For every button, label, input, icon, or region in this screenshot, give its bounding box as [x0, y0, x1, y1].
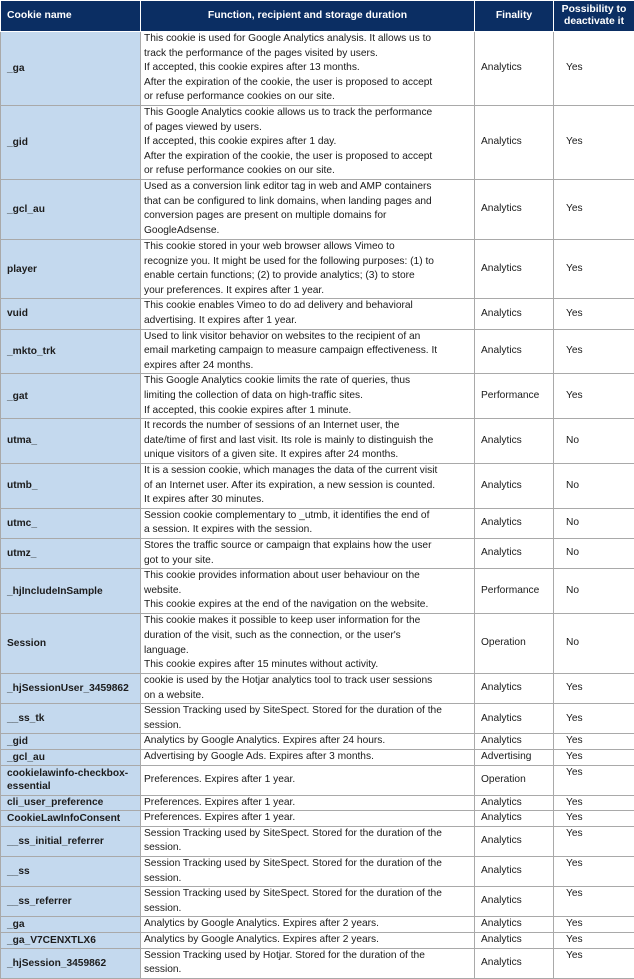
cookie-function-cell [141, 374, 475, 419]
cookie-finality-cell: Analytics [475, 508, 554, 538]
function-line: a session. It expires with the session. [144, 523, 471, 538]
cookie-name-cell: vuid [1, 299, 141, 329]
cookie-function-cell [141, 674, 475, 704]
function-line: This cookie provides information about user behaviour on the [144, 569, 471, 584]
function-line: Analytics by Google Analytics. Expires after 2 years. [144, 917, 471, 932]
cookie-deactivate-cell: No [554, 539, 634, 569]
table-row [1, 704, 634, 734]
cookie-finality-cell: Analytics [475, 856, 554, 886]
cookie-function-cell [141, 419, 475, 464]
cookie-deactivate-cell: Yes [554, 811, 634, 827]
cookie-function-cell [141, 704, 475, 734]
cookie-name-cell: _mkto_trk [1, 329, 141, 374]
cookie-finality-cell: Performance [475, 569, 554, 614]
cookie-deactivate-cell: Yes [554, 932, 634, 948]
cookie-function-cell [141, 765, 475, 795]
cookie-function-cell [141, 932, 475, 948]
cookie-name-cell: utmc_ [1, 508, 141, 538]
cookie-name-cell: utma_ [1, 419, 141, 464]
table-row [1, 750, 634, 766]
function-line: Analytics by Google Analytics. Expires after 24 hours. [144, 734, 471, 749]
cookie-name-cell: _hjSession_3459862 [1, 948, 141, 978]
table-row [1, 765, 634, 795]
cookie-finality-cell: Analytics [475, 329, 554, 374]
function-line: This cookie expires after 15 minutes without activity. [144, 658, 471, 673]
cookie-deactivate-cell: Yes [554, 795, 634, 811]
function-line: Preferences. Expires after 1 year. [144, 773, 471, 788]
cookie-deactivate-cell: Yes [554, 734, 634, 750]
cookie-deactivate-cell: Yes [554, 299, 634, 329]
cookie-name-cell: player [1, 239, 141, 298]
cookie-deactivate-cell: Yes [554, 856, 634, 886]
function-line: advertising. It expires after 1 year. [144, 314, 471, 329]
cookie-deactivate-cell: No [554, 463, 634, 508]
function-line: unique visitors of a given site. It expires after 24 months. [144, 448, 471, 463]
function-line: GoogleAdsense. [144, 224, 471, 239]
function-line: that can be configured to link domains, when landing pages and [144, 195, 471, 210]
cookie-name-cell: __ss_tk [1, 704, 141, 734]
cookie-finality-cell: Operation [475, 614, 554, 674]
table-row [1, 795, 634, 811]
function-line: enable certain functions; (2) to provide analytics; (3) to store [144, 269, 471, 284]
table-row [1, 917, 634, 933]
header-cookie-name: Cookie name [1, 1, 141, 32]
function-line: language. [144, 644, 471, 659]
function-line: duration of the visit, such as the connection, or the user's [144, 629, 471, 644]
function-line: Preferences. Expires after 1 year. [144, 796, 471, 811]
cookie-name-cell: utmb_ [1, 463, 141, 508]
function-line: your preferences. It expires after 1 year. [144, 284, 471, 299]
cookie-finality-cell: Analytics [475, 419, 554, 464]
cookie-name-cell: _gid [1, 106, 141, 180]
cookie-name-cell: cli_user_preference [1, 795, 141, 811]
function-line: Used to link visitor behavior on websites to the recipient of an [144, 330, 471, 345]
cookie-function-cell [141, 106, 475, 180]
cookie-name-cell: _ga [1, 32, 141, 106]
cookie-name-cell: utmz_ [1, 539, 141, 569]
table-row [1, 32, 634, 106]
cookie-function-cell [141, 826, 475, 856]
cookie-function-cell [141, 750, 475, 766]
cookie-function-cell [141, 856, 475, 886]
cookie-finality-cell: Analytics [475, 674, 554, 704]
function-line: Analytics by Google Analytics. Expires after 2 years. [144, 933, 471, 948]
cookie-deactivate-cell: Yes [554, 765, 634, 795]
cookie-finality-cell: Analytics [475, 704, 554, 734]
header-finality: Finality [475, 1, 554, 32]
cookie-finality-cell: Analytics [475, 948, 554, 978]
cookie-name-cell: __ss_initial_referrer [1, 826, 141, 856]
function-line: email marketing campaign to measure campaign effectiveness. It [144, 344, 471, 359]
cookie-finality-cell: Analytics [475, 932, 554, 948]
cookie-function-cell [141, 239, 475, 298]
cookie-deactivate-cell: Yes [554, 826, 634, 856]
cookie-deactivate-cell: Yes [554, 106, 634, 180]
function-line: session. [144, 872, 471, 887]
table-row [1, 734, 634, 750]
function-line: Used as a conversion link editor tag in web and AMP containers [144, 180, 471, 195]
cookie-name-cell: _ga_V7CENXTLX6 [1, 932, 141, 948]
cookie-finality-cell: Analytics [475, 179, 554, 239]
cookie-function-cell [141, 508, 475, 538]
cookie-name-cell: _ga [1, 917, 141, 933]
function-line: If accepted, this cookie expires after 1 day. [144, 135, 471, 150]
function-line: limiting the collection of data on high-traffic sites. [144, 389, 471, 404]
function-line: Preferences. Expires after 1 year. [144, 811, 471, 826]
cookie-function-cell [141, 614, 475, 674]
cookie-deactivate-cell: Yes [554, 239, 634, 298]
cookie-name-cell: _gat [1, 374, 141, 419]
table-row [1, 374, 634, 419]
cookie-finality-cell: Analytics [475, 734, 554, 750]
function-line: This Google Analytics cookie limits the rate of queries, thus [144, 374, 471, 389]
function-line: Advertising by Google Ads. Expires after 3 months. [144, 750, 471, 765]
cookie-finality-cell: Analytics [475, 106, 554, 180]
table-row [1, 239, 634, 298]
function-line: website. [144, 584, 471, 599]
cookie-function-cell [141, 299, 475, 329]
cookie-function-cell [141, 329, 475, 374]
cookie-finality-cell: Performance [475, 374, 554, 419]
function-line: conversion pages are present on multiple domains for [144, 209, 471, 224]
function-line: recognize you. It might be used for the following purposes: (1) to [144, 255, 471, 270]
cookie-deactivate-cell: No [554, 614, 634, 674]
function-line: Session Tracking used by Hotjar. Stored for the duration of the [144, 949, 471, 964]
function-line: If accepted, this cookie expires after 13 months. [144, 61, 471, 76]
function-line: After the expiration of the cookie, the user is proposed to accept [144, 76, 471, 91]
function-line: Session Tracking used by SiteSpect. Stored for the duration of the [144, 827, 471, 842]
cookie-finality-cell: Analytics [475, 795, 554, 811]
function-line: This Google Analytics cookie allows us to track the performance [144, 106, 471, 121]
cookie-deactivate-cell: Yes [554, 948, 634, 978]
function-line: of an Internet user. After its expiration, a new session is counted. [144, 479, 471, 494]
table-row [1, 508, 634, 538]
cookie-finality-cell: Advertising [475, 750, 554, 766]
table-row [1, 569, 634, 614]
table-row [1, 826, 634, 856]
function-line: got to your site. [144, 554, 471, 569]
table-row [1, 614, 634, 674]
cookie-function-cell [141, 795, 475, 811]
function-line: or refuse performance cookies on our site. [144, 90, 471, 105]
cookie-function-cell [141, 811, 475, 827]
table-row [1, 856, 634, 886]
cookie-deactivate-cell: Yes [554, 179, 634, 239]
table-row [1, 539, 634, 569]
cookie-function-cell [141, 734, 475, 750]
cookie-name-cell: _gid [1, 734, 141, 750]
function-line: Session Tracking used by SiteSpect. Stored for the duration of the [144, 887, 471, 902]
cookie-name-cell: cookielawinfo-checkbox-essential [1, 765, 141, 795]
function-line: date/time of first and last visit. Its role is mainly to distinguish the [144, 434, 471, 449]
function-line: It records the number of sessions of an Internet user, the [144, 419, 471, 434]
table-header-row [1, 1, 634, 32]
function-line: Session Tracking used by SiteSpect. Stored for the duration of the [144, 704, 471, 719]
cookie-name-cell: _gcl_au [1, 179, 141, 239]
table-row [1, 329, 634, 374]
cookie-function-cell [141, 539, 475, 569]
table-row [1, 106, 634, 180]
cookie-function-cell [141, 463, 475, 508]
cookie-function-cell [141, 917, 475, 933]
cookie-name-cell: _gcl_au [1, 750, 141, 766]
cookie-name-cell: Session [1, 614, 141, 674]
cookie-deactivate-cell: Yes [554, 329, 634, 374]
cookie-deactivate-cell: Yes [554, 750, 634, 766]
cookie-finality-cell: Analytics [475, 539, 554, 569]
cookie-finality-cell: Analytics [475, 463, 554, 508]
cookie-finality-cell: Analytics [475, 917, 554, 933]
cookie-deactivate-cell: Yes [554, 674, 634, 704]
cookie-deactivate-cell: No [554, 569, 634, 614]
cookie-name-cell: CookieLawInfoConsent [1, 811, 141, 827]
cookie-finality-cell: Operation [475, 765, 554, 795]
table-row [1, 887, 634, 917]
cookie-deactivate-cell: Yes [554, 32, 634, 106]
table-row [1, 948, 634, 978]
cookie-finality-cell: Analytics [475, 826, 554, 856]
function-line: This cookie is used for Google Analytics analysis. It allows us to [144, 32, 471, 47]
cookie-deactivate-cell: Yes [554, 704, 634, 734]
table-row [1, 811, 634, 827]
table-row [1, 674, 634, 704]
function-line: expires after 24 months. [144, 359, 471, 374]
cookie-deactivate-cell: Yes [554, 374, 634, 419]
function-line: Session cookie complementary to _utmb, it identifies the end of [144, 509, 471, 524]
table-row [1, 179, 634, 239]
header-possibility: Possibility to deactivate it [554, 1, 634, 32]
function-line: session. [144, 719, 471, 734]
cookie-finality-cell: Analytics [475, 299, 554, 329]
function-line: or refuse performance cookies on our site. [144, 164, 471, 179]
function-line: This cookie stored in your web browser allows Vimeo to [144, 240, 471, 255]
cookie-deactivate-cell: No [554, 419, 634, 464]
function-line: of pages viewed by users. [144, 121, 471, 136]
function-line: This cookie makes it possible to keep user information for the [144, 614, 471, 629]
function-line: This cookie enables Vimeo to do ad delivery and behavioral [144, 299, 471, 314]
table-row [1, 299, 634, 329]
function-line: session. [144, 841, 471, 856]
table-row [1, 419, 634, 464]
function-line: session. [144, 963, 471, 978]
cookie-deactivate-cell: Yes [554, 917, 634, 933]
function-line: Session Tracking used by SiteSpect. Stored for the duration of the [144, 857, 471, 872]
function-line: After the expiration of the cookie, the user is proposed to accept [144, 150, 471, 165]
function-line: on a website. [144, 689, 471, 704]
cookie-finality-cell: Analytics [475, 887, 554, 917]
header-function: Function, recipient and storage duration [141, 1, 475, 32]
function-line: session. [144, 902, 471, 917]
function-line: track the performance of the pages visited by users. [144, 47, 471, 62]
cookie-function-cell [141, 887, 475, 917]
cookie-deactivate-cell: No [554, 508, 634, 538]
cookie-finality-cell: Analytics [475, 811, 554, 827]
function-line: It is a session cookie, which manages the data of the current visit [144, 464, 471, 479]
function-line: This cookie expires at the end of the navigation on the website. [144, 598, 471, 613]
cookie-function-cell [141, 179, 475, 239]
cookie-name-cell: __ss_referrer [1, 887, 141, 917]
cookie-finality-cell: Analytics [475, 32, 554, 106]
cookie-name-cell: _hjSessionUser_3459862 [1, 674, 141, 704]
function-line: If accepted, this cookie expires after 1 minute. [144, 404, 471, 419]
cookie-name-cell: __ss [1, 856, 141, 886]
cookie-function-cell [141, 948, 475, 978]
table-row [1, 463, 634, 508]
table-row [1, 932, 634, 948]
cookie-finality-cell: Analytics [475, 239, 554, 298]
table-body [1, 32, 634, 979]
function-line: cookie is used by the Hotjar analytics tool to track user sessions [144, 674, 471, 689]
cookie-function-cell [141, 32, 475, 106]
function-line: Stores the traffic source or campaign that explains how the user [144, 539, 471, 554]
cookie-function-cell [141, 569, 475, 614]
cookie-deactivate-cell: Yes [554, 887, 634, 917]
function-line: It expires after 30 minutes. [144, 493, 471, 508]
cookie-name-cell: _hjIncludeInSample [1, 569, 141, 614]
